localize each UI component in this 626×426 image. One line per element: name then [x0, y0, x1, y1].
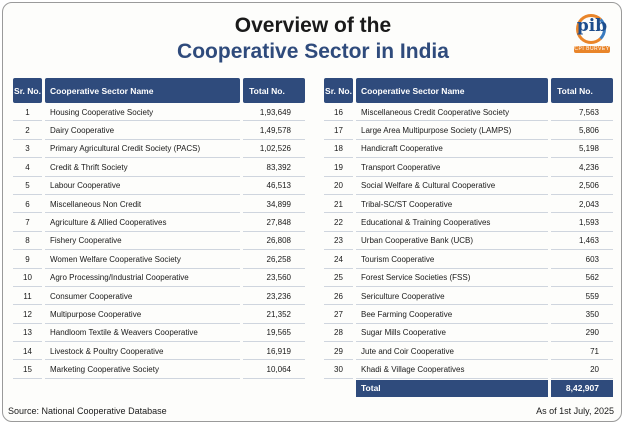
- header-sector-name: Cooperative Sector Name: [45, 78, 240, 103]
- row-total-no: 1,593: [551, 214, 613, 231]
- row-sector-name: Miscellaneous Credit Cooperative Society: [356, 104, 548, 121]
- row-sr-no: 4: [13, 159, 42, 176]
- table-row: [324, 141, 613, 158]
- header-sector-name: Cooperative Sector Name: [356, 78, 548, 103]
- row-sector-name: Bee Farming Cooperative: [356, 306, 548, 323]
- row-sr-no: 10: [13, 270, 42, 287]
- row-sr-no: 19: [324, 159, 353, 176]
- row-sr-no: 24: [324, 251, 353, 268]
- row-sr-no: 25: [324, 270, 353, 287]
- logo-text: pib: [576, 16, 608, 36]
- left-table-header-row: [13, 78, 305, 103]
- table-row: [324, 361, 613, 378]
- table-row: [13, 178, 305, 195]
- row-total-no: 5,198: [551, 141, 613, 158]
- table-row: [13, 104, 305, 121]
- table-row: [324, 104, 613, 121]
- table-row: [324, 178, 613, 195]
- row-sector-name: Multipurpose Cooperative: [45, 306, 240, 323]
- row-sector-name: Labour Cooperative: [45, 178, 240, 195]
- row-total-no: 19,565: [243, 325, 305, 342]
- row-total-no: 23,560: [243, 270, 305, 287]
- row-total-no: 26,808: [243, 233, 305, 250]
- total-blank-cell: [324, 380, 353, 397]
- row-sr-no: 3: [13, 141, 42, 158]
- row-total-no: 4,236: [551, 159, 613, 176]
- row-sector-name: Handloom Textile & Weavers Cooperative: [45, 325, 240, 342]
- header-sr-no: Sr. No.: [324, 78, 353, 103]
- table-row: [324, 325, 613, 342]
- row-total-no: 27,848: [243, 214, 305, 231]
- row-total-no: 21,352: [243, 306, 305, 323]
- row-total-no: 16,919: [243, 343, 305, 360]
- row-sr-no: 16: [324, 104, 353, 121]
- right-table-header-row: [324, 78, 613, 103]
- row-sector-name: Agriculture & Allied Cooperatives: [45, 214, 240, 231]
- row-sr-no: 5: [13, 178, 42, 195]
- table-row: [13, 270, 305, 287]
- table-row: [324, 251, 613, 268]
- row-sr-no: 11: [13, 288, 42, 305]
- row-total-no: 1,49,578: [243, 122, 305, 139]
- as-of-date: As of 1st July, 2025: [536, 406, 614, 416]
- table-row: [13, 361, 305, 378]
- table-row: [13, 122, 305, 139]
- total-value: 8,42,907: [551, 380, 613, 397]
- row-sector-name: Fishery Cooperative: [45, 233, 240, 250]
- row-sr-no: 26: [324, 288, 353, 305]
- row-sector-name: Housing Cooperative Society: [45, 104, 240, 121]
- right-table: [321, 77, 616, 398]
- table-row: [13, 159, 305, 176]
- row-sr-no: 2: [13, 122, 42, 139]
- row-total-no: 20: [551, 361, 613, 378]
- row-sector-name: Educational & Training Cooperatives: [356, 214, 548, 231]
- table-row: [324, 288, 613, 305]
- row-total-no: 562: [551, 270, 613, 287]
- row-sr-no: 9: [13, 251, 42, 268]
- row-sr-no: 23: [324, 233, 353, 250]
- row-sector-name: Consumer Cooperative: [45, 288, 240, 305]
- row-total-no: 7,563: [551, 104, 613, 121]
- title-line-2: Cooperative Sector in India: [177, 40, 449, 63]
- row-total-no: 71: [551, 343, 613, 360]
- row-total-no: 5,806: [551, 122, 613, 139]
- row-sector-name: Dairy Cooperative: [45, 122, 240, 139]
- header-total-no: Total No.: [243, 78, 305, 103]
- row-total-no: 1,93,649: [243, 104, 305, 121]
- table-row: [324, 214, 613, 231]
- table-row: [324, 122, 613, 139]
- table-row: [13, 343, 305, 360]
- row-total-no: 350: [551, 306, 613, 323]
- row-sr-no: 30: [324, 361, 353, 378]
- row-sector-name: Credit & Thrift Society: [45, 159, 240, 176]
- header-total-no: Total No.: [551, 78, 613, 103]
- row-sr-no: 29: [324, 343, 353, 360]
- row-sector-name: Sericulture Cooperative: [356, 288, 548, 305]
- row-sector-name: Khadi & Village Cooperatives: [356, 361, 548, 378]
- source-note: Source: National Cooperative Database: [8, 406, 167, 416]
- row-total-no: 23,236: [243, 288, 305, 305]
- table-row: [13, 251, 305, 268]
- row-total-no: 46,513: [243, 178, 305, 195]
- row-total-no: 1,463: [551, 233, 613, 250]
- left-table: [10, 77, 308, 380]
- row-sr-no: 22: [324, 214, 353, 231]
- row-sector-name: Sugar Mills Cooperative: [356, 325, 548, 342]
- row-sr-no: 12: [13, 306, 42, 323]
- row-sector-name: Tourism Cooperative: [356, 251, 548, 268]
- row-sector-name: Forest Service Societies (FSS): [356, 270, 548, 287]
- table-row: [324, 343, 613, 360]
- row-sr-no: 27: [324, 306, 353, 323]
- table-row: [13, 141, 305, 158]
- row-total-no: 34,899: [243, 196, 305, 213]
- row-sector-name: Women Welfare Cooperative Society: [45, 251, 240, 268]
- row-sector-name: Social Welfare & Cultural Cooperative: [356, 178, 548, 195]
- row-sector-name: Agro Processing/Industrial Cooperative: [45, 270, 240, 287]
- table-row: [13, 214, 305, 231]
- row-sector-name: Transport Cooperative: [356, 159, 548, 176]
- table-row: [13, 233, 305, 250]
- table-row: [13, 325, 305, 342]
- row-sr-no: 13: [13, 325, 42, 342]
- table-row: [13, 288, 305, 305]
- title-line-1: Overview of the: [234, 14, 392, 37]
- pib-logo: [570, 10, 614, 56]
- row-sector-name: Handicraft Cooperative: [356, 141, 548, 158]
- row-sr-no: 1: [13, 104, 42, 121]
- table-row: [324, 270, 613, 287]
- row-total-no: 26,258: [243, 251, 305, 268]
- row-sr-no: 8: [13, 233, 42, 250]
- row-sector-name: Marketing Cooperative Society: [45, 361, 240, 378]
- row-sr-no: 14: [13, 343, 42, 360]
- row-total-no: 290: [551, 325, 613, 342]
- total-row: [324, 380, 613, 397]
- row-sr-no: 18: [324, 141, 353, 158]
- row-sr-no: 20: [324, 178, 353, 195]
- row-sector-name: Tribal-SC/ST Cooperative: [356, 196, 548, 213]
- row-sr-no: 28: [324, 325, 353, 342]
- row-total-no: 559: [551, 288, 613, 305]
- table-row: [13, 196, 305, 213]
- row-sr-no: 21: [324, 196, 353, 213]
- row-sector-name: Jute and Coir Cooperative: [356, 343, 548, 360]
- row-total-no: 10,064: [243, 361, 305, 378]
- row-total-no: 83,392: [243, 159, 305, 176]
- row-sector-name: Livestock & Poultry Cooperative: [45, 343, 240, 360]
- table-row: [324, 306, 613, 323]
- table-row: [324, 196, 613, 213]
- row-total-no: 2,506: [551, 178, 613, 195]
- table-row: [13, 306, 305, 323]
- table-row: [324, 159, 613, 176]
- row-sector-name: Urban Cooperative Bank (UCB): [356, 233, 548, 250]
- table-row: [324, 233, 613, 250]
- logo-band: CPI BURVEY: [574, 46, 610, 52]
- row-sr-no: 6: [13, 196, 42, 213]
- total-label: Total: [356, 380, 548, 397]
- header-sr-no: Sr. No.: [13, 78, 42, 103]
- row-sector-name: Primary Agricultural Credit Society (PACS): [45, 141, 240, 158]
- row-sector-name: Large Area Multipurpose Society (LAMPS): [356, 122, 548, 139]
- row-sr-no: 15: [13, 361, 42, 378]
- row-sector-name: Miscellaneous Non Credit: [45, 196, 240, 213]
- row-total-no: 603: [551, 251, 613, 268]
- row-sr-no: 7: [13, 214, 42, 231]
- row-total-no: 1,02,526: [243, 141, 305, 158]
- row-sr-no: 17: [324, 122, 353, 139]
- row-total-no: 2,043: [551, 196, 613, 213]
